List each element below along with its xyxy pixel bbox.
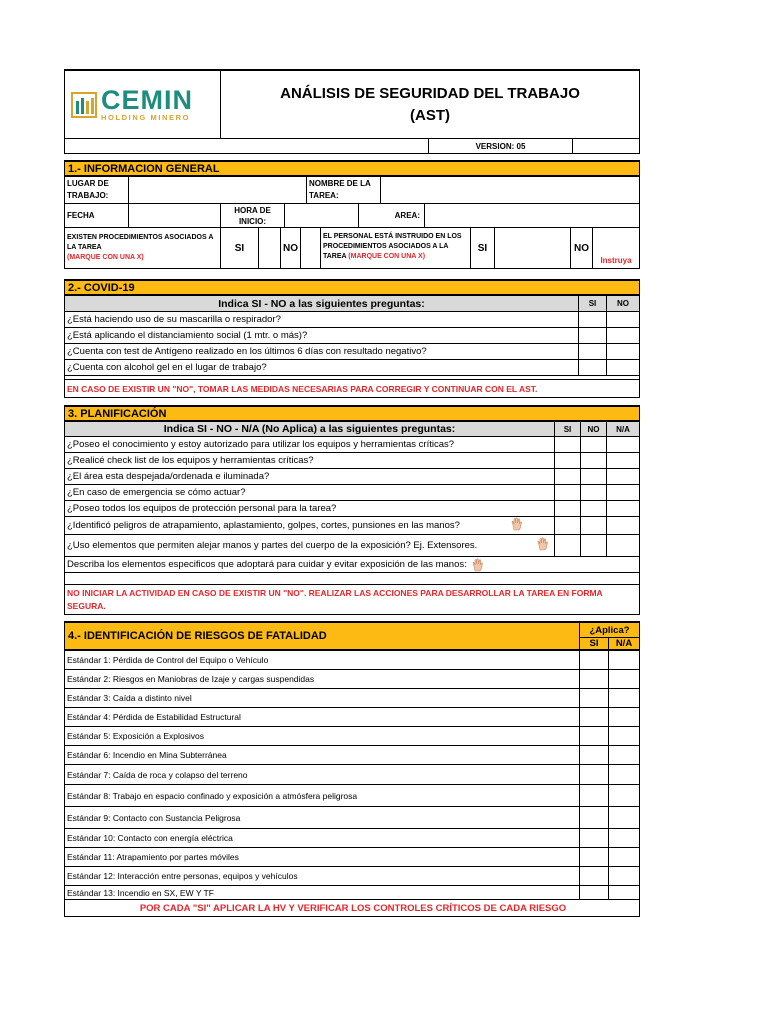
- plan-questions: [64, 437, 640, 573]
- plan-answer-no[interactable]: [581, 437, 607, 452]
- covid-col-no: NO: [617, 299, 629, 308]
- plan-answer-no[interactable]: [581, 469, 607, 484]
- riesgo-answer-na[interactable]: [609, 848, 639, 866]
- covid-answer-si[interactable]: [579, 344, 607, 359]
- company-logo: [65, 71, 221, 138]
- plan-question-cell: [65, 437, 555, 452]
- riesgo-answer-si[interactable]: [580, 670, 609, 688]
- plan-question-cell: [65, 485, 555, 500]
- ast-form: [64, 69, 640, 917]
- proc-label: EXISTEN PROCEDIMIENTOS ASOCIADOS A LA TAREA: [67, 234, 214, 251]
- proc-no-label: NO: [281, 228, 301, 268]
- plan-header-row: [64, 422, 640, 437]
- covid-answer-no[interactable]: [607, 344, 639, 359]
- covid-question-row: [64, 344, 640, 360]
- plan-question-cell: [65, 469, 555, 484]
- riesgo-text: Estándar 10: Contacto con energía eléctrica: [65, 829, 580, 847]
- covid-question-text: ¿Cuenta con alcohol gel en el lugar de trabajo?: [65, 360, 579, 375]
- plan-answer-si[interactable]: [555, 485, 581, 500]
- hand-icon: [536, 537, 550, 551]
- riesgo-text: Estándar 3: Caída a distinto nivel: [65, 689, 580, 707]
- riesgo-text: Estándar 13: Incendio en SX, EW Y TF: [65, 886, 580, 899]
- proc-si-box[interactable]: [259, 228, 281, 268]
- plan-question-row: [64, 469, 640, 485]
- plan-answer-na[interactable]: [607, 517, 639, 534]
- plan-question-row: [64, 517, 640, 535]
- riesgo-answer-na[interactable]: [609, 765, 639, 784]
- proc-marque: (MARQUE CON UNA X): [67, 254, 144, 261]
- plan-question-row: [64, 557, 640, 573]
- riesgo-text: Estándar 12: Interacción entre personas, equipos y vehículos: [65, 867, 580, 885]
- plan-question-text: ¿El área esta despejada/ordenada e iluminada?: [67, 471, 270, 482]
- section-1-title: 1.- INFORMACION GENERAL: [64, 160, 640, 177]
- covid-answer-no[interactable]: [607, 328, 639, 343]
- covid-col-si: SI: [579, 296, 607, 311]
- plan-question-row: [64, 535, 640, 557]
- riesgo-text: Estándar 8: Trabajo en espacio confinado y exposición a atmósfera peligrosa: [65, 785, 580, 806]
- plan-answer-na[interactable]: [607, 535, 639, 556]
- riesgo-answer-si[interactable]: [580, 746, 609, 764]
- riesgo-text: Estándar 4: Pérdida de Estabilidad Estructural: [65, 708, 580, 726]
- instruido-label: EL PERSONAL ESTÁ INSTRUIDO EN LOS PROCEDIMIENTOS ASOCIADOS A LA TAREA: [323, 233, 462, 260]
- area-field[interactable]: [425, 204, 639, 227]
- riesgo-col-si: SI: [580, 638, 609, 649]
- hand-icon: [471, 558, 485, 572]
- riesgo-row: [64, 848, 640, 867]
- logo-subtext: HOLDING MINERO: [101, 113, 191, 123]
- plan-answer-na[interactable]: [607, 469, 639, 484]
- plan-question-cell: [65, 557, 639, 572]
- plan-answer-no[interactable]: [581, 501, 607, 516]
- plan-question-row: [64, 437, 640, 453]
- riesgo-answer-na[interactable]: [609, 727, 639, 745]
- riesgo-answer-na[interactable]: [609, 867, 639, 885]
- logo-mark-icon: [71, 92, 97, 118]
- hora-label: HORA DE INICIO:: [221, 204, 285, 227]
- plan-answer-si[interactable]: [555, 453, 581, 468]
- lugar-label: LUGAR DE TRABAJO:: [65, 177, 129, 203]
- nombre-label: NOMBRE DE LA TAREA:: [307, 177, 381, 203]
- riesgo-row: [64, 785, 640, 807]
- riesgo-col-na: N/A: [615, 638, 633, 649]
- riesgo-text: Estándar 2: Riesgos en Maniobras de Izaje y cargas suspendidas: [65, 670, 580, 688]
- covid-answer-si[interactable]: [579, 328, 607, 343]
- instruido-label-cell: [321, 228, 471, 268]
- proc-label-cell: [65, 228, 221, 268]
- riesgo-text: Estándar 11: Atrapamiento por partes móviles: [65, 848, 580, 866]
- riesgo-text: Estándar 5: Exposición a Explosivos: [65, 727, 580, 745]
- riesgo-row: [64, 727, 640, 746]
- covid-question-text: ¿Cuenta con test de Antígeno realizado en los últimos 6 días con resultado negativo?: [65, 344, 579, 359]
- row-fecha: [64, 204, 640, 228]
- riesgo-answer-si[interactable]: [580, 765, 609, 784]
- plan-question-text: ¿Identificó peligros de atrapamiento, aplastamiento, golpes, cortes, punsiones en las manos?: [67, 520, 460, 531]
- instruido-no-label: NO: [571, 228, 593, 268]
- aplica-label: ¿Aplica?: [580, 623, 639, 638]
- riesgo-text: Estándar 7: Caída de roca y colapso del terreno: [65, 765, 580, 784]
- riesgo-answer-si[interactable]: [580, 785, 609, 806]
- riesgo-row: [64, 746, 640, 765]
- covid-answer-no[interactable]: [607, 312, 639, 327]
- plan-col-si: SI: [555, 422, 581, 436]
- plan-question-text: ¿Poseo el conocimiento y estoy autorizado para utilizar los equipos y herramientas críticas?: [67, 439, 455, 450]
- row-procedimientos: [64, 228, 640, 269]
- riesgo-row: [64, 651, 640, 670]
- covid-alert: EN CASO DE EXISTIR UN "NO", TOMAR LAS MEDIDAS NECESARIAS PARA CORREGIR Y CONTINUAR CON EL AST.: [67, 383, 538, 394]
- plan-answer-no[interactable]: [581, 453, 607, 468]
- riesgo-footer-row: [64, 900, 640, 917]
- covid-question-row: [64, 328, 640, 344]
- plan-answer-na[interactable]: [607, 437, 639, 452]
- plan-answer-si[interactable]: [555, 501, 581, 516]
- riesgo-row: [64, 807, 640, 829]
- riesgo-answer-si[interactable]: [580, 651, 609, 669]
- covid-question-text: ¿Está aplicando el distanciamiento social (1 mtr. o más)?: [65, 328, 579, 343]
- plan-col-no: NO: [581, 422, 607, 436]
- plan-answer-no[interactable]: [581, 517, 607, 534]
- plan-question-text: ¿Uso elementos que permiten alejar manos y partes del cuerpo de la exposición? Ej. Extensores.: [67, 540, 478, 551]
- plan-question-cell: [65, 453, 555, 468]
- riesgo-answer-na[interactable]: [609, 651, 639, 669]
- instruido-si-label: SI: [471, 228, 495, 268]
- riesgo-answer-na[interactable]: [609, 886, 639, 899]
- instruya-note: Instruya: [600, 256, 632, 265]
- form-header: [64, 69, 640, 139]
- riesgo-answer-na[interactable]: [609, 829, 639, 847]
- plan-question-cell: [65, 501, 555, 516]
- covid-answer-si[interactable]: [579, 360, 607, 375]
- plan-answer-si[interactable]: [555, 517, 581, 534]
- plan-question-text: ¿Realicé check list de los equipos y herramientas críticas?: [67, 455, 314, 466]
- covid-questions: [64, 312, 640, 376]
- plan-answer-si[interactable]: [555, 437, 581, 452]
- riesgo-answer-na[interactable]: [609, 785, 639, 806]
- riesgo-text: Estándar 1: Pérdida de Control del Equipo o Vehículo: [65, 651, 580, 669]
- covid-header: Indica SI - NO a las siguientes preguntas:: [65, 296, 579, 311]
- riesgo-answer-si[interactable]: [580, 867, 609, 885]
- plan-question-text: ¿Poseo todos los equipos de protección personal para la tarea?: [67, 503, 337, 514]
- plan-answer-no[interactable]: [581, 535, 607, 556]
- plan-question-cell: [65, 517, 555, 534]
- riesgo-answer-si[interactable]: [580, 727, 609, 745]
- covid-header-row: [64, 296, 640, 312]
- riesgo-answer-si[interactable]: [580, 807, 609, 828]
- area-label: AREA:: [359, 204, 425, 227]
- covid-question-row: [64, 312, 640, 328]
- riesgo-row: [64, 886, 640, 900]
- plan-col-na: N/A: [616, 424, 630, 434]
- riesgo-answer-si[interactable]: [580, 848, 609, 866]
- plan-answer-na[interactable]: [607, 501, 639, 516]
- section-2-title: 2.- COVID-19: [64, 279, 640, 296]
- riesgo-footer: POR CADA "SI" APLICAR LA HV Y VERIFICAR LOS CONTROLES CRÍTICOS DE CADA RIESGO: [139, 902, 567, 914]
- riesgo-row: [64, 708, 640, 727]
- riesgo-answer-si[interactable]: [580, 708, 609, 726]
- hand-icon: [510, 517, 524, 531]
- plan-question-text: Describa los elementos especificos que adoptará para cuidar y evitar exposición de las manos:: [67, 559, 467, 570]
- version-row: [64, 139, 640, 154]
- hora-field[interactable]: [285, 204, 359, 227]
- plan-alert-row: [64, 585, 640, 615]
- plan-question-row: [64, 485, 640, 501]
- covid-alert-row: [64, 380, 640, 398]
- nombre-field[interactable]: [381, 177, 639, 203]
- plan-question-row: [64, 453, 640, 469]
- instruido-si-box[interactable]: [495, 228, 571, 268]
- title-line1: ANÁLISIS DE SEGURIDAD DEL TRABAJO: [280, 84, 580, 102]
- title-line2: (AST): [410, 106, 450, 124]
- row-lugar: [64, 177, 640, 204]
- plan-question-cell: [65, 535, 555, 556]
- section-3-title: 3. PLANIFICACIÓN: [64, 405, 640, 422]
- riesgo-row: [64, 689, 640, 708]
- riesgo-row: [64, 670, 640, 689]
- covid-question-text: ¿Está haciendo uso de su mascarilla o respirador?: [65, 312, 579, 327]
- riesgo-answer-na[interactable]: [609, 746, 639, 764]
- fecha-label: FECHA: [65, 204, 129, 227]
- plan-question-row: [64, 501, 640, 517]
- riesgo-list: [64, 651, 640, 900]
- section-4-header: [64, 621, 640, 651]
- logo-text: CEMIN: [101, 85, 193, 116]
- riesgo-text: Estándar 9: Contacto con Sustancia Peligrosa: [65, 807, 580, 828]
- plan-answer-si[interactable]: [555, 535, 581, 556]
- riesgo-answer-na[interactable]: [609, 689, 639, 707]
- riesgo-answer-si[interactable]: [580, 886, 609, 899]
- riesgo-answer-na[interactable]: [609, 708, 639, 726]
- riesgo-answer-si[interactable]: [580, 829, 609, 847]
- instruido-marque: (MARQUE CON UNA X): [348, 253, 426, 260]
- section-4-title: 4.- IDENTIFICACIÓN DE RIESGOS DE FATALIDAD: [65, 623, 580, 649]
- covid-question-row: [64, 360, 640, 376]
- plan-answer-na[interactable]: [607, 453, 639, 468]
- form-title: [221, 71, 639, 138]
- riesgo-row: [64, 829, 640, 848]
- covid-answer-no[interactable]: [607, 360, 639, 375]
- plan-question-text: ¿En caso de emergencia se cómo actuar?: [67, 487, 246, 498]
- version-label: VERSION: 05: [429, 139, 573, 153]
- riesgo-answer-na[interactable]: [609, 807, 639, 828]
- lugar-field[interactable]: [129, 177, 307, 203]
- plan-answer-si[interactable]: [555, 469, 581, 484]
- plan-answer-na[interactable]: [607, 485, 639, 500]
- riesgo-row: [64, 867, 640, 886]
- plan-header: Indica SI - NO - N/A (No Aplica) a las siguientes preguntas:: [65, 422, 555, 436]
- fecha-field[interactable]: [129, 204, 221, 227]
- riesgo-text: Estándar 6: Incendio en Mina Subterránea: [65, 746, 580, 764]
- proc-si-label: SI: [221, 228, 259, 268]
- proc-no-box[interactable]: [301, 228, 321, 268]
- riesgo-answer-si[interactable]: [580, 689, 609, 707]
- riesgo-row: [64, 765, 640, 785]
- plan-alert: NO INICIAR LA ACTIVIDAD EN CASO DE EXISTIR UN "NO". REALIZAR LAS ACCIONES PARA DESARROLLAR LA TAREA EN FORMA SEGURA.: [67, 587, 603, 611]
- riesgo-answer-na[interactable]: [609, 670, 639, 688]
- plan-answer-no[interactable]: [581, 485, 607, 500]
- covid-answer-si[interactable]: [579, 312, 607, 327]
